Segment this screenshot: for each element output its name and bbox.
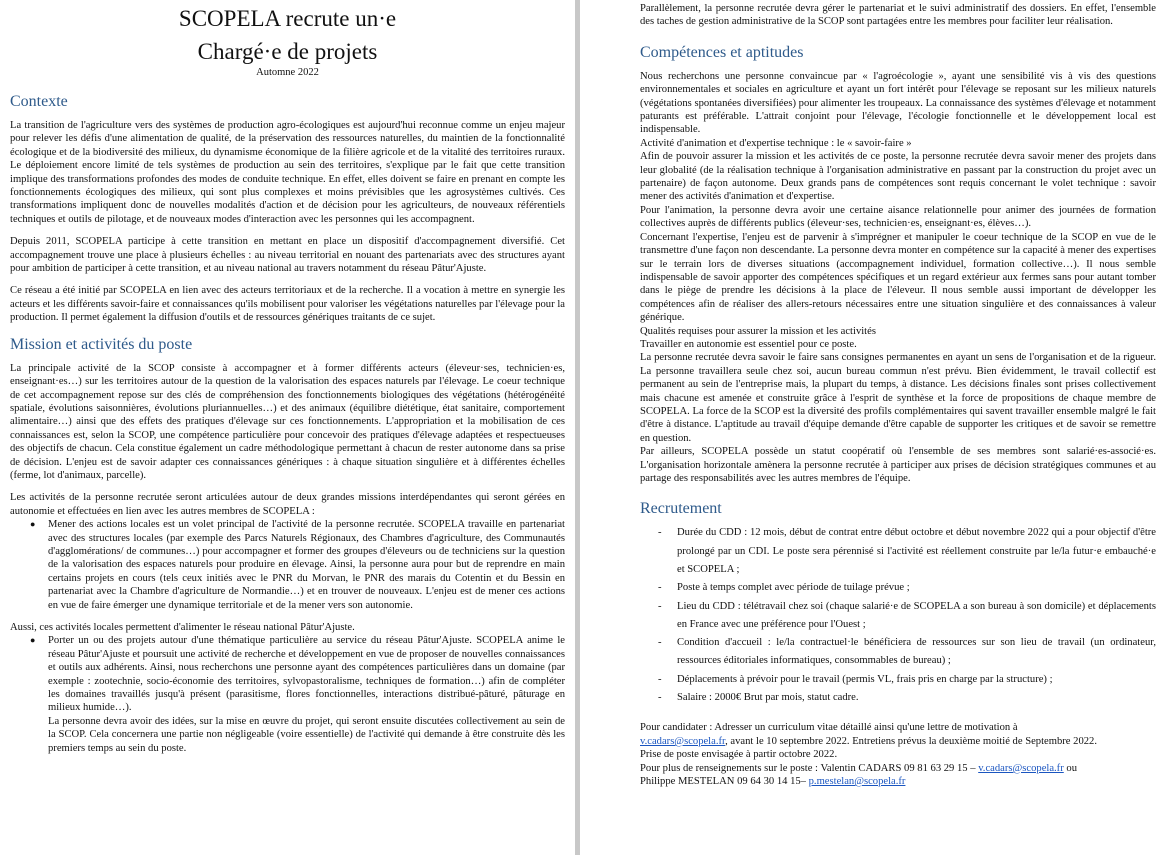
competences-line-1: Activité d'animation et d'expertise technique : le « savoir-faire »: [640, 137, 912, 149]
contact-line-4: Pour plus de renseignements sur le poste : Valentin CADARS 09 81 63 29 15 – v.cadars@scopela.fr ou: [640, 762, 1077, 774]
right-page: [580, 0, 1168, 855]
email-link-3[interactable]: p.mestelan@scopela.fr: [808, 776, 906, 787]
competences-line-3: Travailler en autonomie est essentiel pour ce poste.: [640, 338, 857, 350]
contact-line-5: Philippe MESTELAN 09 64 30 14 15– p.mestelan@scopela.fr: [640, 776, 906, 787]
left-page: [0, 0, 575, 855]
competences-paragraph-2: Afin de pouvoir assurer la mission et les activités de ce poste, la personne recrutée devra savoir mener des projets dans leur globalité (de la réalisation technique à l'organisation administrative en passant par la construction du projet avec un partenaire) de façon autonome. Deux grands pans de compétences sont requis concernant le volet technique : savoir mener des activités d'animation et d'expertise.: [640, 151, 1156, 203]
recrutement-list: [640, 524, 1156, 707]
mission-heading: Mission et activités du poste: [10, 335, 193, 353]
mission-paragraph-1: La principale activité de la SCOP consiste à accompagner et à former différents acteurs (éleveur·ses, technicien·es, enseignant·es…) sur les territoires autour de la question de la valorisation des espaces naturels par l'élevage. Le coeur technique de cet accompagnement repose sur des clés de compréhension des fonctionnements biologiques des végétations (hétérogénéité spatiale, évolutions saisonnières, évolutions pluriannuelles…) et des animaux (équilibre diététique, état sanitaire, comportement alimentaire…) ainsi que des effets des pratiques d'élevage sur ces fonctionnements. L'appropriation et la mobilisation de ces connaissances est, selon la SCOP, une compétence particulière pour concevoir des pratiques d'élevage adaptées et respectueuses des objectifs de chacun. Cela constitue également un cadre méthodologique permettant à chacun de rester autonome dans sa prise de décision. L'enjeu est de savoir adapter ces connaissances génériques : à chaque situation singulière et à différentes échelles (ferme, lot d'animaux, parcelle).: [10, 362, 565, 481]
recrutement-item: - Condition d'accueil : le/la contractuel·le bénéficiera de ressources sur son lieu de travail (un ordinateur, ressources éditoriales informatiques, consommables de bureau) ;: [658, 637, 1156, 667]
contact-line-1: Pour candidater : Adresser un curriculum vitae détaillé ainsi qu'une lettre de motivation à: [640, 722, 1018, 734]
competences-paragraph-5: La personne recrutée devra savoir le faire sans consignes permanentes en ayant un sens de l'organisation et de la rigueur. La personne travaillera seule chez soi, aucun bureau commun n'est prévu. Bien évidemment, le travail collectif est permanent au sein de l'entreprise mais, la plupart du temps, à distance. Les décisions finales sont prises collectivement mais chacune est amenée et construite grâce à l'esprit de synthèse et la force de propositions de chaque membre de SCOPELA. La force de la SCOP est la diversité des profils complémentaires qui savent travailler ensemble malgré le fait d'être à distance. L'aptitude au travail d'équipe demande d'être capable de supporter les critiques et de savoir se remettre en question.: [640, 352, 1156, 444]
recrutement-item: - Salaire : 2000€ Brut par mois, statut cadre.: [658, 692, 859, 704]
mission-bullet-1: [10, 518, 565, 612]
competences-paragraph-6: Par ailleurs, SCOPELA possède un statut coopératif où l'ensemble de ses membres sont salarié·es-associé·es. L'organisation horizontale amènera la personne recrutée à participer aux prises de décision stratégiques communes et au partage des responsabilités avec les autres membres de l'équipe.: [640, 446, 1156, 484]
email-link-1[interactable]: v.cadars@scopela.fr: [640, 735, 726, 747]
contexte-heading: Contexte: [10, 93, 68, 110]
email-link-2[interactable]: v.cadars@scopela.fr: [978, 762, 1064, 774]
competences-heading: Compétences et aptitudes: [640, 43, 804, 61]
contexte-paragraph-2: Depuis 2011, SCOPELA participe à cette transition en mettant en place un dispositif d'accompagnement diversifié. Cet accompagnement trouve une place à plusieurs échelles : au niveau territorial en nouant des partenariats avec des structures ayant pour ambition de participer à cette transition, et au niveau national au travers notamment du réseau Pâtur'Ajuste.: [10, 236, 565, 275]
title-line-1: SCOPELA recrute un·e: [178, 6, 397, 31]
mission-bullet-2: [10, 634, 565, 755]
mission-bullet-2-continued: La personne devra avoir des idées, sur la mise en œuvre du projet, qui seront ensuite discutées collectivement au sein de la SCOP. Cela concernera une partie non négligeable (voire essentielle) de l'activité qui demande à être construite dès les premiers temps au sein du poste.: [48, 715, 565, 754]
recrutement-item: - Déplacements à prévoir pour le travail (permis VL, frais pris en charge par la structure) ;: [658, 673, 1053, 685]
contexte-paragraph-3: Ce réseau a été initié par SCOPELA en lien avec des acteurs territoriaux et de la recherche. Il a vocation à mettre en synergie les acteurs et les différents savoir-faire et connaissances qu'ils mobilisent pour valoriser les végétations naturelles par l'élevage pour la production. Il permet également la diffusion d'outils et de ressources génériques traitants de ce sujet.: [10, 285, 565, 324]
recrutement-heading: Recrutement: [640, 500, 722, 518]
bullet-dot: ●: [30, 519, 36, 530]
competences-paragraph-1: Nous recherchons une personne convaincue par « l'agroécologie », ayant une sensibilité vis à vis des questions environnementales et sociales en agriculture et ayant un fort intérêt pour l'élevage se reposant sur les milieux naturels (végétations spontanées diversifiées) pour alimenter les troupeaux. La connaissance des systèmes d'élevage et notamment paturants est préférable. L'attrait conjoint pour l'élevage, l'écologie fonctionnelle et le développement local est indispensable.: [640, 70, 1156, 136]
competences-paragraph-3: Pour l'animation, la personne devra avoir une certaine aisance relationnelle pour animer des journées de formation collectives auprès de différents publics (éleveur·ses, technicien·es, enseignant·es, élèves…).: [640, 204, 1156, 230]
mission-paragraph-3: Aussi, ces activités locales permettent d'alimenter le réseau national Pâtur'Ajuste.: [10, 622, 355, 633]
contexte-paragraph-1: La transition de l'agriculture vers des systèmes de production agro-écologiques est aujourd'hui reconnue comme un enjeu majeur pour relever les défis d'une alimentation de qualité, de la préservation des ressources naturelles, du maintien de la fonctionnalité écologique et de la biodiversité des milieux, du dynamisme économique de la filière agricole et de la vitalité des territoires ruraux. Le déploiement encore limité de tels systèmes de production au sein des territoires, s'explique par le fait que cette transition implique des transformations profondes des modes de conduite technique. En effet, elles doivent se faire en prenant en compte les fonctionnements écologiques des milieux, qui sont plus complexes et moins prévisibles que les agrosystèmes cultivés. Ces transformations impliquent donc de nouvelles modalités d'action et de décision pour les agriculteurs, de nouveaux référentiels techniques et outils de pilotage, et de nouveaux modes d'interaction avec les personnes qui les accompagnent.: [10, 120, 565, 225]
title-line-2: Chargé·e de projets: [197, 39, 378, 64]
competences-paragraph-4: Concernant l'expertise, l'enjeu est de parvenir à s'imprégner et manipuler le coeur technique de la SCOP en vue de le transmettre d'une façon non descendante. La personne devra monter en compétence sur la capacité à mener des expertises sur le terrain lors de diverses situations (accompagnement individuel, formation collective…). Il nous semble indispensable de savoir apporter des compétences spécifiques et un regard extérieur aux fermes sans pour autant tomber dans le piège de prendre les décisions à la place de l'éleveur. Il nous semble aussi important de développer les compétences afin de réaliser des allers-retours nécessaires entre une situation singulière et des connaissances à valeur générique.: [640, 231, 1156, 324]
recrutement-item: - Durée du CDD : 12 mois, début de contrat entre début octobre et début novembre 2022 qui a pour objectif d'être prolongé par un CDI. Le poste sera pérennisé si l'activité est réellement construite par le/la futur·e embauché·e et SCOPELA ;: [658, 527, 1156, 575]
competences-line-2: Qualités requises pour assurer la mission et les activités: [640, 325, 876, 337]
recrutement-item: - Poste à temps complet avec période de tuilage prévue ;: [658, 582, 910, 594]
contact-line-2: v.cadars@scopela.fr, avant le 10 septembre 2022. Entretiens prévus la deuxième moitié de Septembre 2022.: [640, 735, 1097, 747]
intro-paragraph: Parallèlement, la personne recrutée devra gérer le partenariat et le suivi administratif des dossiers. En effet, l'ensemble des taches de gestion administrative de la SCOP sont partagées entre les membres pour faciliter leur réalisation.: [640, 3, 1156, 28]
contact-line-3: Prise de poste envisagée à partir octobre 2022.: [640, 749, 838, 761]
mission-bullet-1-text: Mener des actions locales est un volet principal de l'activité de la personne recrutée. SCOPELA travaille en partenariat avec des structures locales (par exemple des Parcs Naturels Régionaux, des Chambres d'agriculture, des Communautés d'agglomérations/ de communes…) pour accompagner et former des groupes d'éleveurs ou de techniciens sur la question de la valorisation des espaces naturels pour produire en élevage. Ainsi, la personne aura pour but de reprendre en main certains projets en cours (tels ceux initiés avec le PNR du Morvan, le PNR des marais du Cotentin et du Bessin en partenariat avec la Chambre d'agriculture de Normandie…) et en trouver de nouveaux. L'enjeu est de mener ces actions en vue de faire émerger une dynamique territoriale et de la mener vers son autonomie.: [48, 519, 565, 611]
bullet-dot: ●: [30, 635, 36, 646]
mission-paragraph-2: Les activités de la personne recrutée seront articulées autour de deux grandes missions interdépendantes qui seront gérées en autonomie et effectuées en lien avec les autres membres de SCOPELA :: [10, 492, 565, 517]
season: Automne 2022: [256, 67, 319, 78]
mission-bullet-2-text: Porter un ou des projets autour d'une thématique particulière au service du réseau Pâtur'Ajuste. SCOPELA anime le réseau Pâtur'Ajuste et poursuit une activité de recherche et développement en vue de proposer de nouvelles connaissances et outils aux adhérents. Ainsi, nous recherchons une personne ayant des compétences particulières dans un domaine (par exemple : zootechnie, socio-économie des territoires, sylvopastoralisme, techniques de formation…) afin de compléter les domaines travaillés jusqu'à présent (parasitisme, flores fonctionnelles, interactions distribué-pâturé, pâturage en milieux humide…).: [48, 635, 565, 714]
recrutement-item: - Lieu du CDD : télétravail chez soi (chaque salarié·e de SCOPELA a son bureau à son domicile) et déplacements en France avec une préférence pour l'Ouest ;: [658, 600, 1156, 630]
